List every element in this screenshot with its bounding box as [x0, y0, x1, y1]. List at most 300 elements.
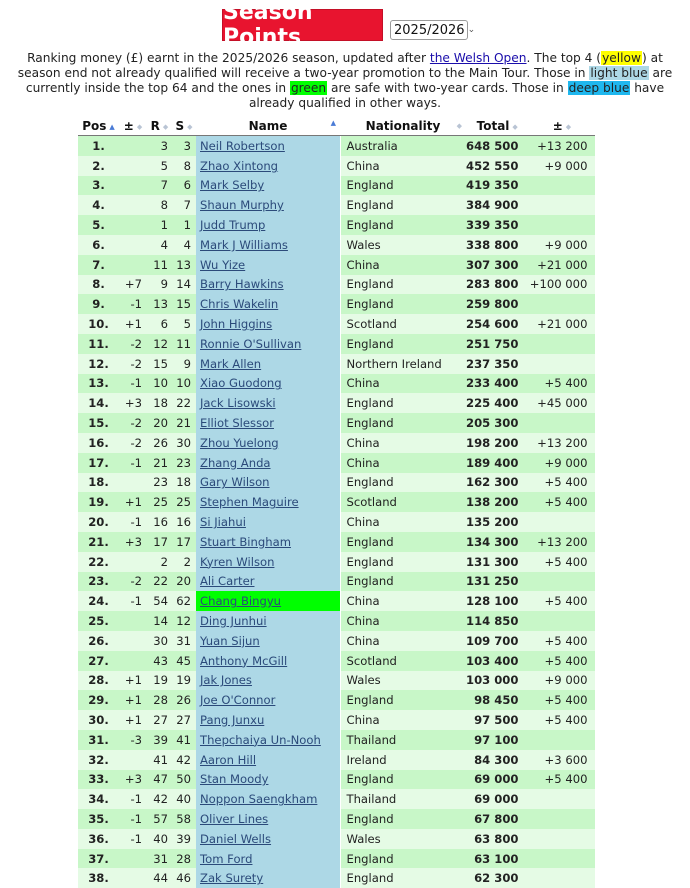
points-change [528, 334, 595, 354]
table-row [78, 492, 595, 512]
points-change: +100 000 [528, 275, 595, 295]
player-nationality: England [340, 770, 466, 790]
official-rank: 40 [147, 829, 172, 849]
rank-position: 2. [78, 156, 119, 176]
official-rank: 4 [147, 235, 172, 255]
player-nationality: England [340, 849, 466, 869]
rank-position: 26. [78, 631, 119, 651]
points-total: 259 800 [466, 294, 528, 314]
rank-position: 1. [78, 136, 119, 156]
player-link[interactable]: Tom Ford [200, 851, 253, 866]
table-row [78, 512, 595, 532]
rank-position: 33. [78, 770, 119, 790]
official-rank: 10 [147, 374, 172, 394]
official-rank: 57 [147, 809, 172, 829]
points-change: +13 200 [528, 136, 595, 156]
player-name[interactable] [196, 552, 340, 572]
seeding: 13 [172, 255, 196, 275]
points-change: +5 400 [528, 770, 595, 790]
points-total: 97 500 [466, 710, 528, 730]
rank-change [119, 215, 147, 235]
seeding: 22 [172, 393, 196, 413]
points-change [528, 789, 595, 809]
player-name[interactable] [196, 433, 340, 453]
sort-icon: ▲ [330, 119, 336, 127]
seeding: 15 [172, 294, 196, 314]
player-link[interactable]: Noppon Saengkham [200, 792, 318, 807]
legend-green: green [290, 81, 327, 95]
player-link[interactable]: Aaron Hill [200, 752, 257, 767]
official-rank: 6 [147, 314, 172, 334]
rank-position: 35. [78, 809, 119, 829]
player-name[interactable] [196, 275, 340, 295]
table-row [78, 215, 595, 235]
player-link[interactable]: Kyren Wilson [200, 554, 275, 569]
player-name[interactable] [196, 413, 340, 433]
player-link[interactable]: Stephen Maguire [200, 495, 299, 510]
season-dropdown[interactable] [390, 20, 476, 40]
rank-position: 36. [78, 829, 119, 849]
seeding: 6 [172, 176, 196, 196]
col-header-diff[interactable]: ± ◆ [528, 117, 595, 136]
points-change: +5 400 [528, 552, 595, 572]
points-total: 233 400 [466, 374, 528, 394]
col-header-s[interactable]: S ◆ [172, 117, 196, 136]
official-rank: 47 [147, 770, 172, 790]
player-nationality: England [340, 572, 466, 592]
rank-change: +1 [119, 492, 147, 512]
player-nationality: England [340, 176, 466, 196]
rank-change [119, 868, 147, 888]
points-total: 162 300 [466, 473, 528, 493]
seeding: 2 [172, 552, 196, 572]
rank-position: 3. [78, 176, 119, 196]
seeding: 21 [172, 413, 196, 433]
player-nationality: Scotland [340, 651, 466, 671]
points-total: 138 200 [466, 492, 528, 512]
table-row [78, 868, 595, 888]
official-rank: 44 [147, 868, 172, 888]
player-nationality: England [340, 532, 466, 552]
player-name[interactable] [196, 710, 340, 730]
player-name[interactable] [196, 215, 340, 235]
points-total: 307 300 [466, 255, 528, 275]
table-row [78, 611, 595, 631]
table-row [78, 413, 595, 433]
seeding: 1 [172, 215, 196, 235]
table-row [78, 591, 595, 611]
points-change [528, 809, 595, 829]
seeding: 39 [172, 829, 196, 849]
player-name[interactable] [196, 255, 340, 275]
player-link[interactable]: Ding Junhui [200, 614, 267, 629]
player-name[interactable] [196, 393, 340, 413]
rank-position: 23. [78, 572, 119, 592]
season-selected-value: 2025/2026 [394, 22, 465, 38]
rank-change [119, 156, 147, 176]
points-change [528, 215, 595, 235]
points-total: 114 850 [466, 611, 528, 631]
player-name[interactable] [196, 770, 340, 790]
seeding: 16 [172, 512, 196, 532]
rank-change [119, 255, 147, 275]
table-row [78, 671, 595, 691]
rank-position: 19. [78, 492, 119, 512]
player-name[interactable] [196, 750, 340, 770]
rank-position: 8. [78, 275, 119, 295]
seeding: 31 [172, 631, 196, 651]
rank-change: -1 [119, 512, 147, 532]
player-name[interactable] [196, 611, 340, 631]
rank-position: 25. [78, 611, 119, 631]
legend-deep-blue: deep blue [568, 81, 630, 95]
rank-position: 32. [78, 750, 119, 770]
player-name[interactable] [196, 195, 340, 215]
player-nationality: England [340, 294, 466, 314]
rank-position: 22. [78, 552, 119, 572]
player-name[interactable] [196, 631, 340, 651]
rank-change [119, 195, 147, 215]
player-link[interactable]: Stuart Bingham [200, 534, 291, 549]
rank-position: 13. [78, 374, 119, 394]
player-link[interactable]: John Higgins [200, 317, 273, 332]
player-link[interactable]: Chang Bingyu [200, 594, 282, 609]
points-change [528, 413, 595, 433]
player-link[interactable]: Gary Wilson [200, 475, 270, 490]
table-row [78, 829, 595, 849]
points-total: 452 550 [466, 156, 528, 176]
player-name[interactable] [196, 651, 340, 671]
rank-position: 34. [78, 789, 119, 809]
points-total: 63 100 [466, 849, 528, 869]
table-row [78, 433, 595, 453]
player-link[interactable]: Wu Yize [200, 257, 246, 272]
official-rank: 17 [147, 532, 172, 552]
table-header-row [78, 117, 595, 136]
seeding: 4 [172, 235, 196, 255]
player-nationality: China [340, 374, 466, 394]
table-row [78, 710, 595, 730]
rank-position: 16. [78, 433, 119, 453]
player-name[interactable] [196, 671, 340, 691]
player-name[interactable] [196, 492, 340, 512]
player-link[interactable]: Jack Lisowski [200, 396, 276, 411]
player-link[interactable]: Zhao Xintong [200, 158, 279, 173]
points-total: 648 500 [466, 136, 528, 156]
player-nationality: Scotland [340, 492, 466, 512]
player-name[interactable] [196, 730, 340, 750]
table-row [78, 552, 595, 572]
points-change [528, 611, 595, 631]
intro-part: are currently inside the top 64 and the ones in [25, 66, 673, 95]
points-change [528, 512, 595, 532]
rank-change: +3 [119, 770, 147, 790]
table-row [78, 473, 595, 493]
sort-icon: ◆ [456, 122, 462, 130]
player-name[interactable] [196, 453, 340, 473]
col-header-pos[interactable]: Pos ▲ [78, 117, 119, 136]
player-name[interactable] [196, 473, 340, 493]
points-change: +5 400 [528, 631, 595, 651]
player-nationality: Ireland [340, 750, 466, 770]
rank-change [119, 611, 147, 631]
player-name[interactable] [196, 532, 340, 552]
rank-change: -2 [119, 413, 147, 433]
player-link[interactable]: Chris Wakelin [200, 297, 279, 312]
rank-change: -1 [119, 829, 147, 849]
points-total: 189 400 [466, 453, 528, 473]
player-name[interactable] [196, 690, 340, 710]
intro-part: are safe with two-year cards. Those in [327, 81, 568, 95]
player-name[interactable] [196, 809, 340, 829]
player-link[interactable]: Thepchaiya Un-Nooh [200, 732, 321, 747]
points-total: 419 350 [466, 176, 528, 196]
player-nationality: China [340, 255, 466, 275]
table-row [78, 770, 595, 790]
official-rank: 8 [147, 195, 172, 215]
seeding: 27 [172, 710, 196, 730]
table-row [78, 393, 595, 413]
points-total: 97 100 [466, 730, 528, 750]
official-rank: 30 [147, 631, 172, 651]
player-name[interactable] [196, 136, 340, 156]
player-link[interactable]: Zhang Anda [200, 455, 271, 470]
player-link[interactable]: Zhou Yuelong [200, 435, 279, 450]
col-header-r[interactable]: R ◆ [147, 117, 172, 136]
points-total: 134 300 [466, 532, 528, 552]
seeding: 42 [172, 750, 196, 770]
table-row [78, 275, 595, 295]
rank-change: +1 [119, 690, 147, 710]
intro-part: Ranking money (£) earnt in the 2025/2026 season, updated after [27, 51, 430, 65]
rank-position: 31. [78, 730, 119, 750]
table-row [78, 730, 595, 750]
player-nationality: Australia [340, 136, 466, 156]
player-name[interactable] [196, 868, 340, 888]
seeding: 58 [172, 809, 196, 829]
player-name[interactable] [196, 354, 340, 374]
player-link[interactable]: Oliver Lines [200, 811, 269, 826]
player-nationality: Thailand [340, 789, 466, 809]
points-total: 131 300 [466, 552, 528, 572]
points-total: 84 300 [466, 750, 528, 770]
points-change: +5 400 [528, 710, 595, 730]
points-change: +5 400 [528, 651, 595, 671]
points-total: 67 800 [466, 809, 528, 829]
official-rank: 22 [147, 572, 172, 592]
seeding: 17 [172, 532, 196, 552]
rank-change: -1 [119, 809, 147, 829]
points-total: 69 000 [466, 770, 528, 790]
rank-position: 6. [78, 235, 119, 255]
official-rank: 12 [147, 334, 172, 354]
official-rank: 9 [147, 275, 172, 295]
legend-light-blue: light blue [590, 66, 648, 80]
rank-position: 5. [78, 215, 119, 235]
official-rank: 16 [147, 512, 172, 532]
rank-change: -1 [119, 789, 147, 809]
points-change: +13 200 [528, 532, 595, 552]
player-name[interactable] [196, 334, 340, 354]
player-link[interactable]: Yuan Sijun [200, 633, 260, 648]
player-nationality: China [340, 631, 466, 651]
seeding: 14 [172, 275, 196, 295]
player-name[interactable] [196, 512, 340, 532]
rank-change: -2 [119, 334, 147, 354]
player-nationality: England [340, 552, 466, 572]
rank-change: +1 [119, 671, 147, 691]
player-nationality: China [340, 512, 466, 532]
points-change: +9 000 [528, 235, 595, 255]
rank-position: 14. [78, 393, 119, 413]
rank-position: 27. [78, 651, 119, 671]
official-rank: 20 [147, 413, 172, 433]
points-change [528, 730, 595, 750]
player-name[interactable] [196, 156, 340, 176]
player-name[interactable] [196, 789, 340, 809]
seeding: 25 [172, 492, 196, 512]
welsh-open-link[interactable]: the Welsh Open [429, 51, 527, 65]
player-link[interactable]: Ronnie O'Sullivan [200, 336, 302, 351]
official-rank: 18 [147, 393, 172, 413]
player-nationality: Northern Ireland [340, 354, 466, 374]
player-link[interactable]: Ali Carter [200, 574, 255, 589]
rank-position: 29. [78, 690, 119, 710]
rank-position: 21. [78, 532, 119, 552]
points-change [528, 195, 595, 215]
player-link[interactable]: Barry Hawkins [200, 277, 284, 292]
player-nationality: England [340, 195, 466, 215]
official-rank: 15 [147, 354, 172, 374]
rank-change [119, 631, 147, 651]
table-row [78, 651, 595, 671]
points-change: +3 600 [528, 750, 595, 770]
seeding: 10 [172, 374, 196, 394]
table-row [78, 631, 595, 651]
rank-position: 28. [78, 671, 119, 691]
player-link[interactable]: Shaun Murphy [200, 198, 284, 213]
seeding: 45 [172, 651, 196, 671]
player-link[interactable]: Judd Trump [200, 218, 266, 233]
player-name[interactable] [196, 374, 340, 394]
player-link[interactable]: Xiao Guodong [200, 376, 282, 391]
rank-change [119, 849, 147, 869]
rank-change: +3 [119, 393, 147, 413]
sort-icon: ◆ [565, 122, 572, 131]
rank-position: 24. [78, 591, 119, 611]
official-rank: 14 [147, 611, 172, 631]
seeding: 28 [172, 849, 196, 869]
col-header-name[interactable]: Name ▲ [196, 117, 340, 136]
seeding: 62 [172, 591, 196, 611]
player-link[interactable]: Zak Surety [200, 871, 264, 886]
table-row [78, 334, 595, 354]
player-link[interactable]: Mark J Williams [200, 237, 288, 252]
rank-position: 11. [78, 334, 119, 354]
player-link[interactable]: Daniel Wells [200, 831, 272, 846]
player-name[interactable] [196, 591, 340, 611]
points-total: 251 750 [466, 334, 528, 354]
player-name[interactable] [196, 849, 340, 869]
rank-position: 30. [78, 710, 119, 730]
seeding: 18 [172, 473, 196, 493]
table-row [78, 314, 595, 334]
official-rank: 39 [147, 730, 172, 750]
player-link[interactable]: Pang Junxu [200, 713, 265, 727]
player-name[interactable] [196, 235, 340, 255]
player-link[interactable]: Anthony McGill [200, 653, 288, 668]
seeding: 12 [172, 611, 196, 631]
seeding: 26 [172, 690, 196, 710]
points-change [528, 354, 595, 374]
player-nationality: China [340, 591, 466, 611]
points-change: +5 400 [528, 690, 595, 710]
player-name[interactable] [196, 176, 340, 196]
sort-icon: ◆ [136, 122, 143, 131]
rank-change: -3 [119, 730, 147, 750]
official-rank: 54 [147, 591, 172, 611]
table-row [78, 453, 595, 473]
player-nationality: Wales [340, 829, 466, 849]
points-change: +5 400 [528, 591, 595, 611]
col-header-nationality[interactable]: Nationality ◆ [340, 117, 466, 136]
official-rank: 19 [147, 671, 172, 691]
points-total: 131 250 [466, 572, 528, 592]
points-total: 384 900 [466, 195, 528, 215]
player-name[interactable] [196, 314, 340, 334]
player-link[interactable]: Joe O'Connor [200, 693, 276, 708]
rank-change: +1 [119, 710, 147, 730]
rank-change: -1 [119, 453, 147, 473]
official-rank: 42 [147, 789, 172, 809]
table-row [78, 235, 595, 255]
points-total: 205 300 [466, 413, 528, 433]
table-row [78, 255, 595, 275]
player-link[interactable]: Mark Selby [200, 178, 265, 193]
official-rank: 11 [147, 255, 172, 275]
player-name[interactable] [196, 294, 340, 314]
rank-change [119, 651, 147, 671]
col-header-total[interactable]: Total ◆ [466, 117, 528, 136]
seeding: 23 [172, 453, 196, 473]
official-rank: 43 [147, 651, 172, 671]
player-link[interactable]: Jak Jones [200, 673, 252, 688]
player-link[interactable]: Mark Allen [200, 356, 262, 371]
col-header-change[interactable]: ± ◆ [119, 117, 147, 136]
player-link[interactable]: Elliot Slessor [200, 416, 274, 431]
player-link[interactable]: Neil Robertson [200, 138, 285, 153]
points-total: 128 100 [466, 591, 528, 611]
intro-part: ) at season end not already qualified will receive a two-year promotion to the Main Tour. Those in [17, 51, 663, 80]
player-nationality: England [340, 473, 466, 493]
player-name[interactable] [196, 572, 340, 592]
intro-text [4, 51, 686, 111]
points-total: 237 350 [466, 354, 528, 374]
player-nationality: England [340, 809, 466, 829]
player-link[interactable]: Si Jiahui [200, 515, 246, 530]
rank-change [119, 235, 147, 255]
table-row [78, 195, 595, 215]
points-change [528, 868, 595, 888]
intro-part: . The top 4 ( [526, 51, 602, 65]
player-nationality: China [340, 156, 466, 176]
points-change [528, 572, 595, 592]
player-name[interactable] [196, 829, 340, 849]
points-change: +21 000 [528, 314, 595, 334]
player-link[interactable]: Stan Moody [200, 772, 269, 787]
player-nationality: China [340, 710, 466, 730]
player-nationality: Thailand [340, 730, 466, 750]
